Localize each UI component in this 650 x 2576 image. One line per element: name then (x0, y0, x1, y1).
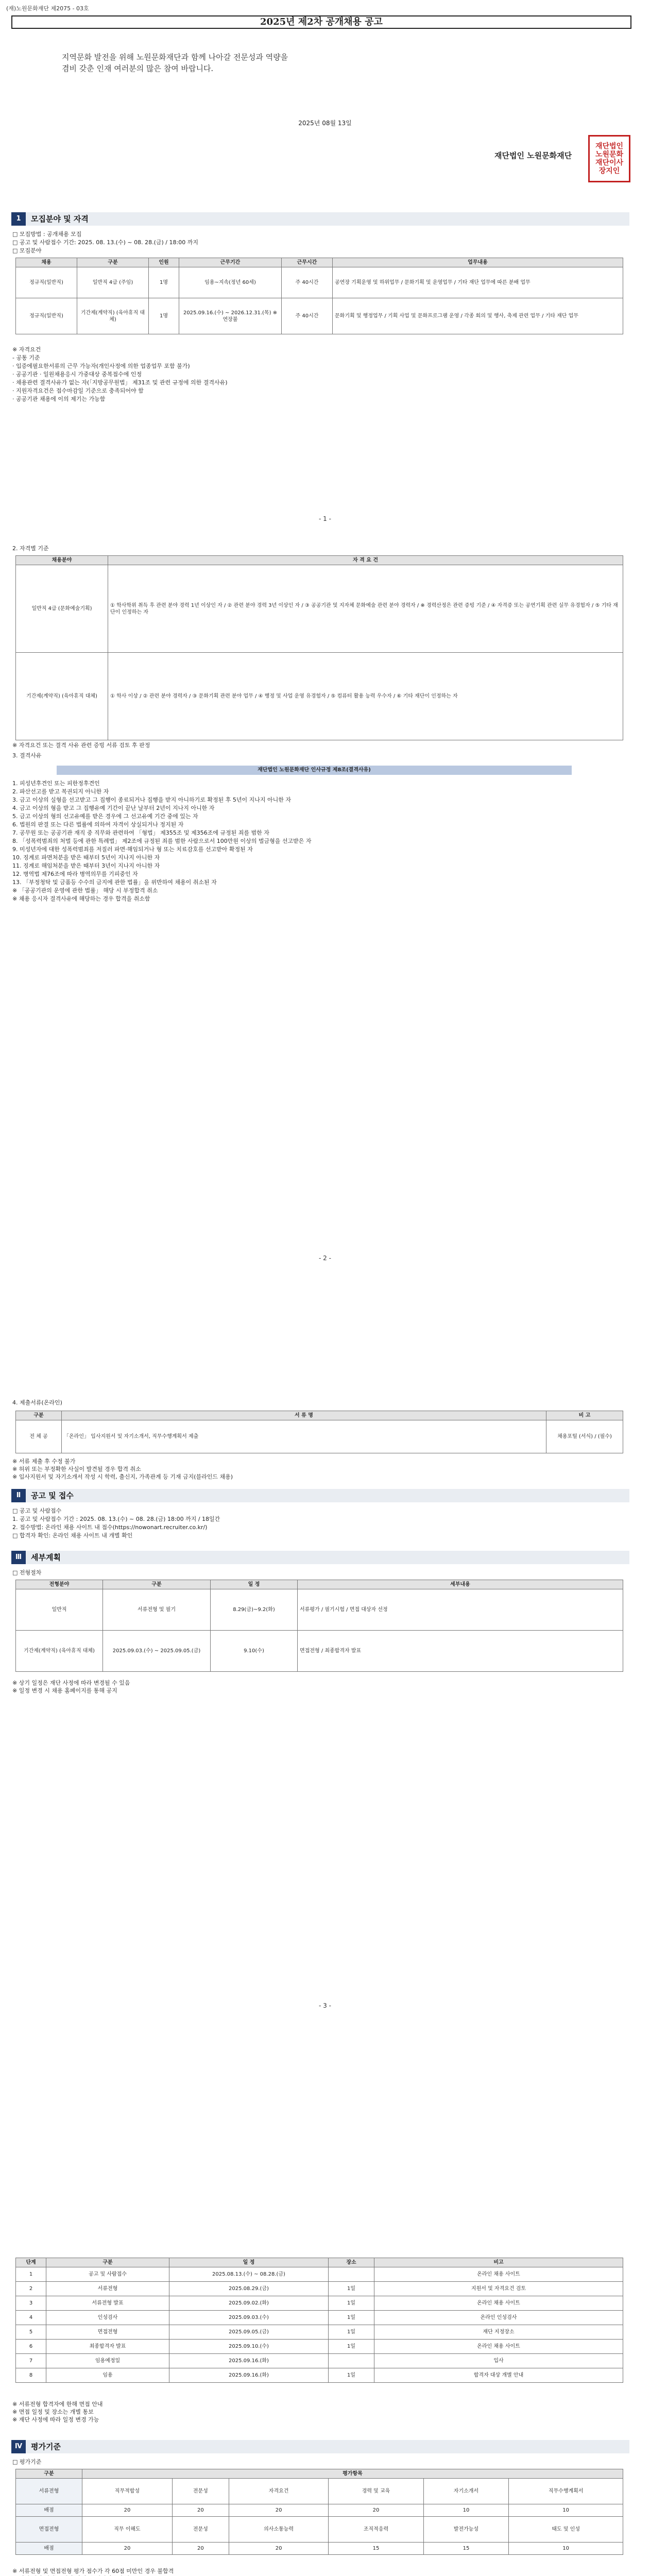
table-cell: 서류전형 (16, 2479, 82, 2504)
section-header-recruitment (11, 212, 629, 226)
table-cell: 주 40시간 (282, 298, 333, 334)
section-title: 모집분야 및 자격 (31, 214, 89, 224)
column-header: 서 류 명 (62, 1411, 546, 1420)
column-header: 인원 (149, 258, 179, 267)
column-header: 평가항목 (82, 2469, 623, 2479)
disq-line: 9. 미성년자에 대한 성폭력범죄를 저질러 파면·해임되거나 형 또는 치료감호를 선고받아 확정된 자 (12, 846, 253, 853)
table-row (16, 2479, 623, 2504)
table-cell: 20 (82, 2543, 173, 2555)
table-cell: 2025.09.02.(화) (169, 2296, 329, 2311)
table-row (16, 2517, 623, 2543)
table-cell: 10 (423, 2504, 509, 2517)
table-cell: 면접전형 / 최종합격자 발표 (298, 1631, 623, 1672)
announcement-date: 2025년 08월 13일 (298, 120, 352, 127)
table-row (16, 1589, 623, 1631)
seal-line: 재단이사 (595, 159, 624, 167)
table-cell: 주 40시간 (282, 267, 333, 298)
section-number: 1 (11, 212, 26, 226)
table-cell: 2025.09.16.(화) (169, 2368, 329, 2383)
page-number: - 3 - (319, 2002, 331, 2009)
table-cell: 조직적응력 (329, 2517, 423, 2543)
table-cell: 발전가능성 (423, 2517, 509, 2543)
column-header: 전형분야 (16, 1580, 103, 1589)
table-header-row (16, 2258, 623, 2267)
table-cell: 3 (16, 2296, 46, 2311)
page-number: - 1 - (319, 515, 331, 522)
page-title: 2025년 제2차 공개채용 공고 (11, 15, 631, 29)
disqualification-banner: 재단법인 노원문화재단 인사규정 제8조(결격사유) (57, 766, 572, 775)
table-cell: 직무적합성 (82, 2479, 173, 2504)
table-cell: 임용예정일 (46, 2354, 169, 2368)
column-header: 근무기간 (179, 258, 282, 267)
schedule-table (15, 2258, 623, 2383)
table-row (16, 653, 623, 740)
column-header: 자 격 요 건 (108, 556, 623, 565)
subsection-title: □ 전형절차 (12, 1569, 42, 1576)
table-cell: 인성검사 (46, 2311, 169, 2325)
organization-name: 재단법인 노원문화재단 (494, 151, 572, 160)
qual-line: · 지원자격요건은 접수마감일 기준으로 충족되어야 함 (12, 387, 144, 394)
s2-line: 2. 접수방법: 온라인 채용 사이트 내 접수(https://nowonart.recruiter.co.kr/) (12, 1524, 208, 1531)
table-row (16, 267, 623, 298)
table-row (16, 2504, 623, 2517)
table-cell: 온라인 채용 사이트 (374, 2296, 623, 2311)
table-cell: 2025.09.16.(화) (169, 2354, 329, 2368)
table-cell: ① 학사학위 취득 후 관련 분야 경력 1년 이상인 자 / ② 관련 분야 경력 3년 이상인 자 / ③ 공공기관 및 지자체 문화예술 관련 분야 경력자 / ※ 경력산정은 관련 증빙 기준 / ④ 자격증 또는 공연기획 관련 실무 유경험자 / ⑤ 기타 재단이 인정하는 자 (108, 565, 623, 653)
table-cell (329, 2354, 374, 2368)
table-row (16, 2354, 623, 2368)
seal-line: 장지인 (598, 167, 620, 175)
table-cell: 1일 (329, 2340, 374, 2354)
evaluation-note: ※ 서류전형 및 면접전형 평가 점수가 각 60점 미만인 경우 불합격 (12, 2568, 174, 2574)
column-header: 세부내용 (298, 1580, 623, 1589)
disq-line: 2. 파산선고를 받고 복권되지 아니한 자 (12, 788, 109, 795)
process-note: ※ 상기 일정은 재단 사정에 따라 변경될 수 있음 (12, 1680, 130, 1686)
section-number: Ⅳ (11, 2440, 26, 2453)
docs-table (15, 1411, 623, 1453)
disq-line: 1. 피성년후견인 또는 피한정후견인 (12, 780, 100, 787)
table-cell: 태도 및 인성 (509, 2517, 623, 2543)
table-cell: 온라인 채용 사이트 (374, 2340, 623, 2354)
subsection-title: 3. 결격사유 (12, 752, 42, 759)
table-cell: 2025.09.05.(금) (169, 2325, 329, 2340)
table-cell: 배점 (16, 2543, 82, 2555)
column-header: 채용 (16, 258, 77, 267)
page-number: - 2 - (319, 1255, 331, 1262)
subsection-title: 2. 자격별 기준 (12, 545, 49, 552)
qual-line: ※ 자격요건 (12, 346, 41, 353)
table-cell: 1 (16, 2267, 46, 2282)
table-row (16, 1631, 623, 1672)
table-cell: 9.10(수) (211, 1631, 298, 1672)
process-note: ※ 일정 변경 시 채용 홈페이지를 통해 공지 (12, 1687, 117, 1694)
table-cell: 기간제(계약직) (육아휴직 대체) (77, 298, 149, 334)
s2-line: □ 공고 및 사람접수 (12, 1507, 62, 1514)
table-cell: 2025.09.16.(수) ~ 2026.12.31.(목) ※ 연장불 (179, 298, 282, 334)
table-cell: ① 학사 이상 / ② 관련 분야 경력자 / ③ 문화기획 관련 분야 업무 / ④ 행정 및 사업 운영 유경험자 / ⑤ 컴퓨터 활용 능력 우수자 / ⑥ 기타 재단이 인정하는 자 (108, 653, 623, 740)
table-cell: 2025.09.03.(수) (169, 2311, 329, 2325)
table-cell: 정규직(일반직) (16, 298, 77, 334)
table-cell: 1일 (329, 2325, 374, 2340)
table-cell: 2025.09.03.(수) ~ 2025.09.05.(금) (103, 1631, 211, 1672)
table-cell: 10 (509, 2543, 623, 2555)
table-cell: 1일 (329, 2282, 374, 2296)
table-cell: 임용~지속(정년 60세) (179, 267, 282, 298)
table-row (16, 1420, 623, 1453)
table-cell: 일반직 4급 (주임) (77, 267, 149, 298)
disq-line: 5. 금고 이상의 형의 선고유예를 받은 경우에 그 선고유예 기간 중에 있는 자 (12, 813, 198, 820)
process-table (15, 1580, 623, 1672)
column-header: 채용분야 (16, 556, 108, 565)
table-cell: 자기소개서 (423, 2479, 509, 2504)
section-header-evaluation (11, 2440, 629, 2453)
table-cell: 공고 및 사람접수 (46, 2267, 169, 2282)
qual-line: · 공공기관 · 일원채용응시 가중대상 중복접수에 인정 (12, 371, 142, 378)
table-cell: 채용포털 (서식) / (필수) (546, 1420, 623, 1453)
disq-line: 8. 「성폭력범죄의 처벌 등에 관한 특례법」 제2조에 규정된 죄를 범한 사람으로서 100만원 이상의 벌금형을 선고받은 자 (12, 838, 312, 844)
table-cell: 8.29(금)~9.2(화) (211, 1589, 298, 1631)
seal-line: 노원문화 (595, 150, 624, 159)
table-cell: 2025.09.10.(수) (169, 2340, 329, 2354)
table-row (16, 2311, 623, 2325)
column-header: 구분 (103, 1580, 211, 1589)
table-row (16, 2267, 623, 2282)
s2-line: 1. 공고 및 사람접수 기간 : 2025. 08. 13.(수) ~ 08. 28.(금) 18:00 까지 / 18일간 (12, 1516, 220, 1522)
table-cell: 온라인 인성검사 (374, 2311, 623, 2325)
column-header: 구분 (77, 258, 149, 267)
table-header-row (16, 1580, 623, 1589)
table-row (16, 2543, 623, 2555)
table-row (16, 2340, 623, 2354)
table-cell: 정규직(일반직) (16, 267, 77, 298)
table-cell: 합격자 대상 개별 안내 (374, 2368, 623, 2383)
column-header: 일 정 (169, 2258, 329, 2267)
table-cell: 6 (16, 2340, 46, 2354)
table-cell: 1일 (329, 2368, 374, 2383)
section-title: 평가기준 (31, 2442, 61, 2451)
recruit-table (15, 258, 623, 334)
section-title: 세부계획 (31, 1553, 61, 1562)
table-header-row (16, 258, 623, 267)
table-cell: 20 (329, 2504, 423, 2517)
docs-note: ※ 입사지원서 및 자기소개서 작성 시 학력, 출신지, 가족관계 등 기재 금지(블라인드 채용) (12, 1473, 233, 1480)
disq-line: 7. 공무원 또는 공공기관 재직 중 직무와 관련하여 「형법」 제355조 및 제356조에 규정된 죄를 범한 자 (12, 829, 269, 836)
qual-line: · 채용관련 결격사유가 없는 자(「지방공무원법」 제31조 및 관련 규정에 의한 결격사유) (12, 379, 228, 386)
table-cell: 15 (329, 2543, 423, 2555)
table-cell: 1명 (149, 267, 179, 298)
schedule-note: ※ 면접 일정 및 장소는 개별 통보 (12, 2409, 94, 2415)
table-cell: 전문성 (172, 2517, 229, 2543)
section-header-detailed-plan (11, 1551, 629, 1564)
docs-note: ※ 허위 또는 부정확한 사실이 발견될 경우 합격 취소 (12, 1466, 141, 1472)
table-cell: 20 (172, 2504, 229, 2517)
table-cell: 1명 (149, 298, 179, 334)
subsection-title: □ 평가기준 (12, 2459, 42, 2465)
table-row (16, 2368, 623, 2383)
table-cell: 자격요건 (229, 2479, 329, 2504)
disq-line: 3. 금고 이상의 실형을 선고받고 그 집행이 종료되거나 집행을 받지 아니하기로 확정된 후 5년이 지나지 아니한 자 (12, 796, 291, 803)
table-cell: 면접전형 (46, 2325, 169, 2340)
table-cell: 2025.08.29.(금) (169, 2282, 329, 2296)
table-header-row (16, 1411, 623, 1420)
column-header: 근무시간 (282, 258, 333, 267)
table-cell: 재단 지정장소 (374, 2325, 623, 2340)
qual-note: ※ 자격요건 또는 결격 사유 관련 증빙 서류 검토 후 판정 (12, 742, 150, 749)
section-number: Ⅲ (11, 1551, 26, 1564)
table-cell: 15 (423, 2543, 509, 2555)
table-cell: 일반직 4급 (문화예술기획) (16, 565, 108, 653)
table-cell: 배점 (16, 2504, 82, 2517)
table-cell: 경력 및 교육 (329, 2479, 423, 2504)
s1-line: □ 모집방법 : 공개채용 모집 (12, 231, 82, 238)
table-cell: 서류평가 / 필기시험 / 면접 대상자 선정 (298, 1589, 623, 1631)
official-seal (588, 135, 630, 182)
table-cell: 20 (172, 2543, 229, 2555)
table-cell: 5 (16, 2325, 46, 2340)
table-cell: 공연장 기획운영 및 하위업무 / 문화기획 및 운영업무 / 기타 재단 업무에 따른 분배 업무 (333, 267, 623, 298)
table-cell: 최종합격자 발표 (46, 2340, 169, 2354)
table-cell: 전문성 (172, 2479, 229, 2504)
intro-line-2: 겸비 갖춘 인재 여러분의 많은 참여 바랍니다. (62, 64, 214, 73)
s2-line: □ 합격자 확인: 온라인 채용 사이트 내 개별 확인 (12, 1532, 133, 1539)
disq-line: 13. 「부정청탁 및 금품등 수수의 금지에 관한 법률」을 위반하여 채용이 취소된 자 (12, 879, 217, 886)
table-header-row (16, 556, 623, 565)
intro-line-1: 지역문화 발전을 위해 노원문화재단과 함께 나아갈 전문성과 역량을 (62, 53, 288, 62)
column-header: 업무내용 (333, 258, 623, 267)
section-number: Ⅱ (11, 1489, 26, 1502)
qual-line: · 입증에필요한서류의 근무 가능자(개인사정에 의한 업종업무 포함 불가) (12, 363, 190, 369)
document-code: (재)노원문화재단 제2075 - 03호 (6, 5, 89, 12)
subsection-title: 4. 제출서류(온라인) (12, 1399, 62, 1406)
column-header: 일 정 (211, 1580, 298, 1589)
table-row (16, 298, 623, 334)
s1-line: □ 공고 및 사람접수 기간: 2025. 08. 13.(수) ~ 08. 28.(금) / 18:00 까지 (12, 239, 198, 246)
qual-line: - 공통 기준 (12, 354, 40, 361)
disq-line: ※ 채용 응시자 결격사유에 해당하는 경우 합격을 취소함 (12, 895, 150, 902)
table-cell: 20 (229, 2504, 329, 2517)
table-cell: 지원서 및 자격요건 검토 (374, 2282, 623, 2296)
column-header: 비 고 (546, 1411, 623, 1420)
qual-table (15, 555, 623, 740)
table-cell: 온라인 채용 사이트 (374, 2267, 623, 2282)
table-row (16, 2325, 623, 2340)
table-header-row (16, 2469, 623, 2479)
table-cell: 서류전형 (46, 2282, 169, 2296)
table-row (16, 2282, 623, 2296)
table-cell: 면접전형 (16, 2517, 82, 2543)
table-cell: 8 (16, 2368, 46, 2383)
qual-line: · 공공기관 채용에 이의 제기는 가능함 (12, 396, 106, 402)
column-header: 비고 (374, 2258, 623, 2267)
disq-line: 6. 법원의 판결 또는 다른 법률에 의하여 자격이 상실되거나 정지된 자 (12, 821, 184, 828)
section-title: 공고 및 접수 (31, 1491, 74, 1500)
table-cell (329, 2267, 374, 2282)
disq-line: 12. 병역법 제76조에 따라 병역의무를 기피중인 자 (12, 871, 138, 877)
table-cell: 일반직 (16, 1589, 103, 1631)
table-row (16, 565, 623, 653)
schedule-note: ※ 서류전형 합격자에 한해 면접 안내 (12, 2401, 103, 2408)
disq-line: 4. 금고 이상의 형을 받고 그 집행유예 기간이 끝난 날부터 2년이 지나지 아니한 자 (12, 805, 215, 811)
table-cell: 7 (16, 2354, 46, 2368)
table-cell: 입사 (374, 2354, 623, 2368)
evaluation-table (15, 2469, 623, 2555)
table-cell: 기간제(계약직) (육아휴직 대체) (16, 653, 108, 740)
s1-line: □ 모집분야 (12, 247, 42, 254)
table-cell: 의사소통능력 (229, 2517, 329, 2543)
schedule-note: ※ 재단 사정에 따라 일정 변경 가능 (12, 2416, 99, 2423)
table-cell: 4 (16, 2311, 46, 2325)
disq-line: ※ 「공공기관의 운영에 관한 법률」 해당 시 부정합격 취소 (12, 887, 158, 894)
table-cell: 직무 이해도 (82, 2517, 173, 2543)
table-cell: 문화기획 및 행정업무 / 기획 사업 및 문화프로그램 운영 / 각종 회의 및 행사, 축제 관련 업무 / 기타 재단 업무 (333, 298, 623, 334)
table-cell: 전 체 공 (16, 1420, 62, 1453)
table-cell: 기간제(계약직) (육아휴직 대체) (16, 1631, 103, 1672)
table-cell: 직무수행계획서 (509, 2479, 623, 2504)
table-cell: 2 (16, 2282, 46, 2296)
table-cell: 2025.08.13.(수) ~ 08.28.(금) (169, 2267, 329, 2282)
table-cell: 20 (229, 2543, 329, 2555)
table-cell: 1일 (329, 2311, 374, 2325)
column-header: 구분 (46, 2258, 169, 2267)
table-cell: 20 (82, 2504, 173, 2517)
column-header: 구분 (16, 2469, 82, 2479)
docs-note: ※ 서류 제출 후 수정 불가 (12, 1458, 76, 1465)
seal-line: 재단법인 (595, 142, 624, 150)
section-header-announcement (11, 1489, 629, 1502)
column-header: 단계 (16, 2258, 46, 2267)
table-cell: 「온라인」 입사지원서 및 자기소개서, 직무수행계획서 제출 (62, 1420, 546, 1453)
table-cell: 1일 (329, 2296, 374, 2311)
table-cell: 10 (509, 2504, 623, 2517)
table-cell: 임용 (46, 2368, 169, 2383)
table-row (16, 2296, 623, 2311)
disq-line: 10. 징계로 파면처분을 받은 때부터 5년이 지나지 아니한 자 (12, 854, 160, 861)
disq-line: 11. 징계로 해임처분을 받은 때부터 3년이 지나지 아니한 자 (12, 862, 160, 869)
column-header: 장소 (329, 2258, 374, 2267)
column-header: 구분 (16, 1411, 62, 1420)
table-cell: 서류전형 및 필기 (103, 1589, 211, 1631)
table-cell: 서류전형 발표 (46, 2296, 169, 2311)
